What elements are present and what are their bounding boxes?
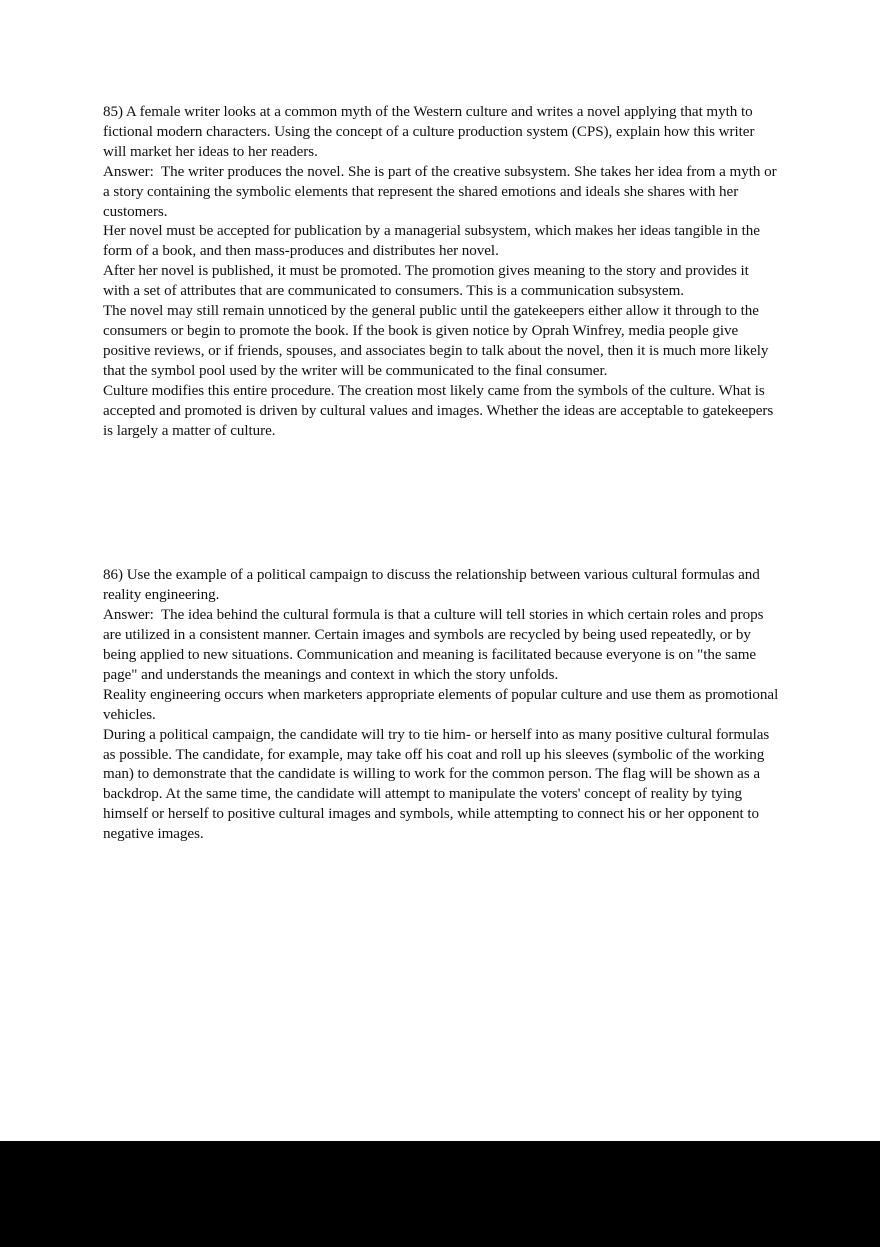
bottom-black-bar xyxy=(0,1141,880,1247)
page-content xyxy=(103,103,782,845)
question-text-86: 86) Use the example of a political campaign to discuss the relationship between various cultural formulas and reality engineering. xyxy=(103,567,764,604)
answer-paragraph-85-4: The novel may still remain unnoticed by the general public until the gatekeepers either allow it through to the consumers or begin to promote the book. If the book is given notice by Oprah Winfrey, media people give positive reviews, or if friends, spouses, and associates begin to talk about the novel, then it is much more likely that the symbol pool used by the writer will be communicated to the final consumer. xyxy=(103,303,773,379)
answer-paragraph-85-3: After her novel is published, it must be promoted. The promotion gives meaning to the story and provides it with a set of attributes that are communicated to consumers. This is a communication subsystem. xyxy=(103,263,753,300)
question-text-85: 85) A female writer looks at a common myth of the Western culture and writes a novel applying that myth to fictional modern characters. Using the concept of a culture production system (CPS), explain how this writer will market her ideas to her readers. xyxy=(103,104,759,160)
answer-paragraph-85-5: Culture modifies this entire procedure. The creation most likely came from the symbols of the culture. What is accepted and promoted is driven by cultural values and images. Whether the ideas are acceptable to gatekeepers is largely a matter of culture. xyxy=(103,382,777,439)
answer-paragraph-86-2: Reality engineering occurs when marketers appropriate elements of popular culture and use them as promotional vehicles. xyxy=(103,686,782,723)
block-separator-gap xyxy=(103,441,779,566)
answer-paragraph-85-2: Her novel must be accepted for publication by a managerial subsystem, which makes her ideas tangible in the form of a book, and then mass-produces and distributes her novel. xyxy=(103,223,764,260)
answer-paragraph-86-3: During a political campaign, the candidate will try to tie him- or herself into as many positive cultural formulas as possible. The candidate, for example, may take off his coat and roll up his sleeves (symbolic of the working man) to demonstrate that the candidate is willing to work for the common person. The flag will be shown as a backdrop. At the same time, the candidate will attempt to manipulate the voters' concept of reality by tying himself or herself to positive cultural images and symbols, while attempting to connect his or her opponent to negative images. xyxy=(103,726,773,843)
question-block-86 xyxy=(103,566,782,845)
question-block-85 xyxy=(103,103,779,441)
answer-paragraph-86-1: Answer: The idea behind the cultural formula is that a culture will tell stories in which certain roles and props are utilized in a consistent manner. Certain images and symbols are recycled by being used repeatedly, or by being applied to new situations. Communication and meaning is facilitated because everyone is on "the same page" and understands the meanings and context in which the story unfolds. xyxy=(103,607,768,683)
answer-paragraph-85-1: Answer: The writer produces the novel. She is part of the creative subsystem. She takes her idea from a myth or a story containing the symbolic elements that represent the shared emotions and ideals she shares with her customers. xyxy=(103,163,781,220)
